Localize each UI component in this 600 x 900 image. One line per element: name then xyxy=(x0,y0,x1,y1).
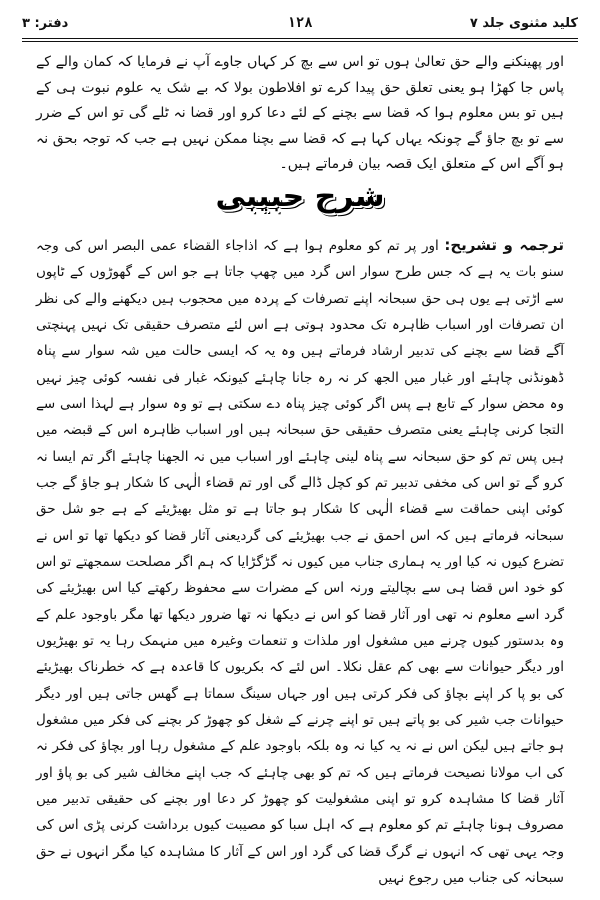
section-title-text: شرح حبیبی xyxy=(215,178,385,214)
header-rule xyxy=(22,38,578,39)
commentary-text: اور پر تم کو معلوم ہوا ہے کہ اذاجاء القضاء عمی البصر اس کی وجہ سنو بات یہ ہے کہ جس طرح سوار اس گرد میں چھپ جاتا ہے جو اس کے گھوڑوں کے ٹاپوں سے اڑتی ہے یوں ہی حق سبحانہ اپنے تصرفات کے پردہ میں محجوب ہیں دیکھنے والے کی نظر ان تصرفات اور اسباب ظاہرہ تک محدود ہوتی ہے اس لئے متصرف حقیقی تک نہیں پہنچتی آگے قضا سے بچنے کی تدبیر ارشاد فرماتے ہیں وہ یہ کہ ایسی حالت میں شہ سوار سے پناہ ڈھونڈنی چاہئے اور غبار میں الجھ کر نہ رہ جانا چاہئے کیونکہ غبار فی نفسہ کوئی چیز نہیں وہ محض سوار کے تابع ہے پس اگر کوئی چیز پناہ دے سکتی ہے تو وہ سوار ہے لہذا اسی سے التجا کرنی چاہئے یعنی متصرف حقیقی حق سبحانہ ہیں اور اسباب ظاہرہ اس کے قبضہ میں ہیں پس تم کو حق سبحانہ سے پناہ لینی چاہئے اور اسباب میں نہ الجھنا چاہئے اگر تم ایسا نہ کرو گے تو اس کی مخفی تدبیر تم کو کچل ڈالے گی اور تم قضاء الٰہی کا شکار ہو جاؤ گے جب کوئی اپنی حماقت سے قضاء الٰہی کا شکار ہو جاتا ہے تو مثل بھیڑیئے کے ہے جو شل حق سبحانہ فرماتے ہیں کہ اس احمق نے جب بھیڑیئے کی گردیعنی آثار قضا کو دیکھا تھا تو اس نے تضرع کیوں نہ کیا اور یہ ہماری جناب میں کیوں نہ گڑگڑایا کہ ہم اگر مصلحت سمجھتے تو اس کو خود اس قضا ہی سے بچالیتے ورنہ اس کے مضرات سے محفوظ رکھتے کیا اس بھیڑیئے کی گرد اسے معلوم نہ تھی اور آثار قضا کو اس نے دیکھا نہ تھا ضرور دیکھا تھا مگر باوجود علم کے وہ بدستور کیوں چرنے میں مشغول اور ملذات و تنعمات وغیرہ میں منہمک رہا یہ تو بھیڑیوں اور دیگر حیوانات سے بھی کم عقل نکلا۔ اس لئے کہ بکریوں کا قاعدہ ہے کہ خطرناک بھیڑیئے کی بو پا کر اپنے بچاؤ کی فکر کرتی ہیں اور جہاں سینگ سماتا ہے گھس جاتی ہیں اور دیگر حیوانات جب شیر کی بو پاتے ہیں تو اپنے چرنے کے شغل کو چھوڑ کر بچنے کی فکر میں مشغول ہو جاتے ہیں لیکن اس نے نہ یہ کیا نہ وہ بلکہ باوجود علم کے مشغول رہا اور بچاؤ کی فکر نہ کی اب مولانا نصیحت فرماتے ہیں کہ تم کو بھی چاہئے کہ جب اپنے مخالف شیر کی بو پاؤ اور آثار قضا کا مشاہدہ کرو تو اپنی مشغولیت کو چھوڑ کر دعا اور بچنے کی حقیقی تدبیر میں مصروف ہونا چاہئے تم کو معلوم ہے کہ اہل سبا کو مصیبت کیوں برداشت کرنی پڑی اس کی وجہ یہی تھی کہ انہوں نے گرگ قضا کی گرد اور اس کے آثار کا مشاہدہ کیا مگر انہوں نے حق سبحانہ کی جناب میں رجوع نہیں xyxy=(36,238,564,886)
header-rule-inner xyxy=(22,41,578,42)
page-header xyxy=(22,8,578,38)
book-title: کلید مثنوی جلد ۷ xyxy=(469,15,578,31)
section-heading xyxy=(0,168,600,224)
commentary-paragraph xyxy=(36,232,564,891)
translation-lead-label: ترجمہ و تشریح: xyxy=(444,236,565,254)
intro-paragraph: اور پھینکنے والے حق تعالیٰ ہوں تو اس سے بچ کر کہاں جاوے آپ نے فرمایا کہ کمان والے کے پاس جا کھڑا ہو یعنی تعلق حق پیدا کرے تو افلاطون بولا کہ بے شک یہ علوم نبوت ہی کے ہیں تو بس معلوم ہوا کہ قضا سے بچنے کے لئے دعا کرو اور قضا نہ ٹلے گی تو اس کے ضرر سے تو بچ جاؤ گے چونکہ یہاں کہا ہے کہ قضا سے بچنا ممکن نہیں ہے جب کہ توجہ بحق نہ ہو آگے اس کے متعلق ایک قصہ بیان فرماتے ہیں۔ xyxy=(36,54,564,172)
page-number: ۱۲۸ xyxy=(287,15,313,31)
volume-label: دفتر: ۳ xyxy=(22,15,69,31)
